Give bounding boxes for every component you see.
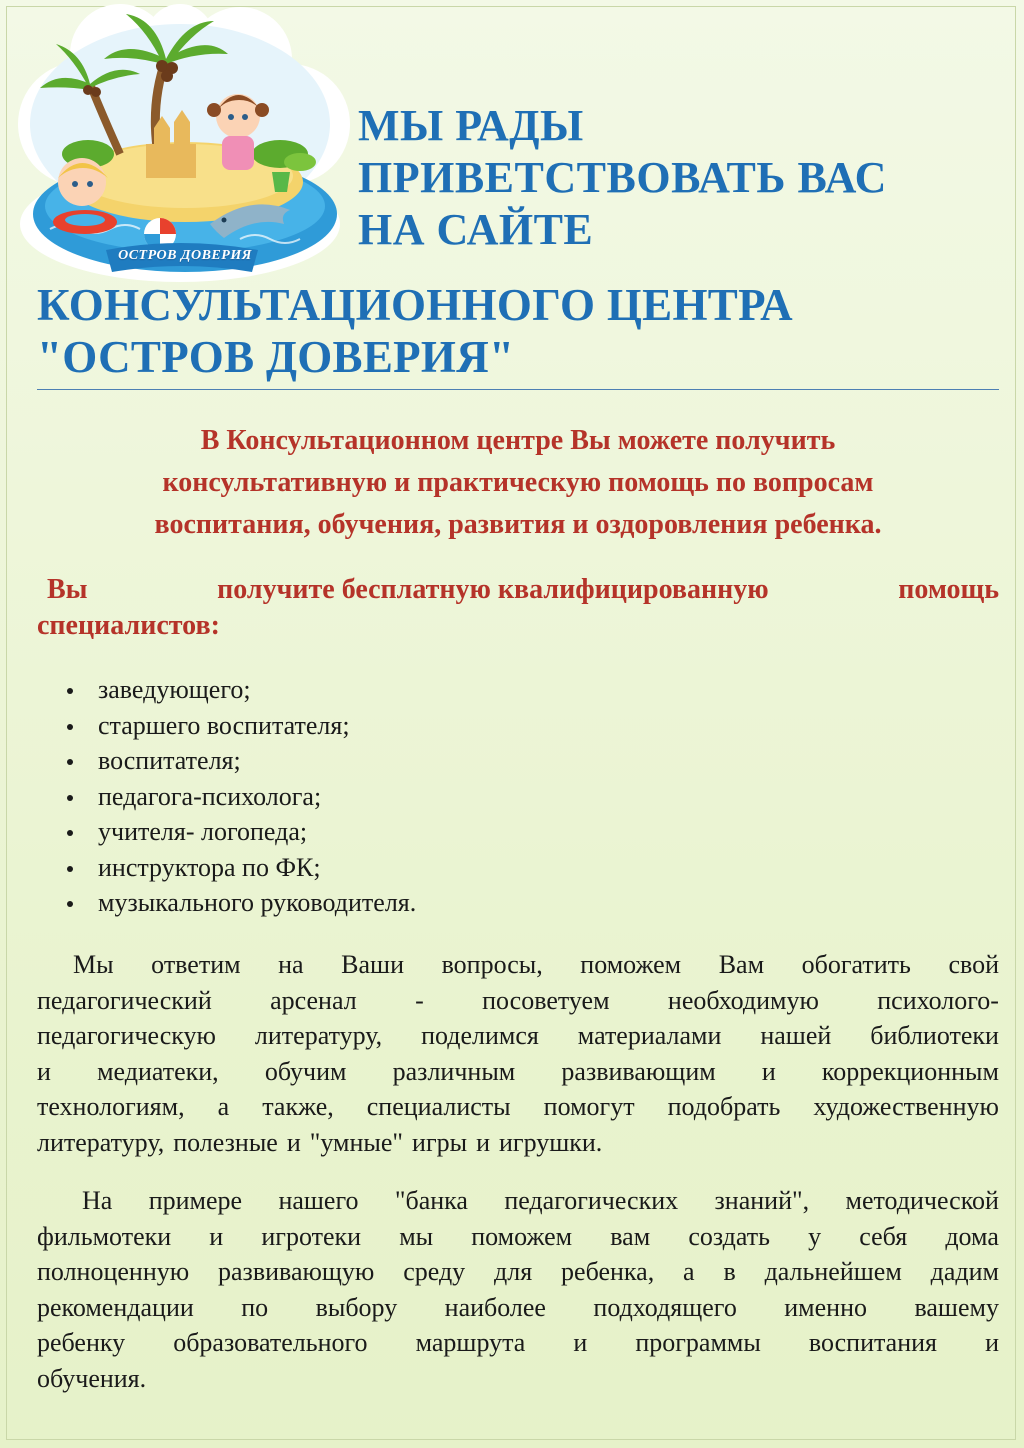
word: вам xyxy=(610,1221,651,1251)
specialists-heading-line xyxy=(37,572,999,608)
word: полезные xyxy=(173,1127,278,1157)
word: арсенал xyxy=(270,985,357,1015)
paragraph-help xyxy=(37,947,999,1160)
word: педагогическую xyxy=(37,1021,216,1050)
word: полноценную xyxy=(37,1257,190,1286)
word: дадим xyxy=(930,1257,999,1286)
word: литературу, xyxy=(254,1021,383,1050)
word: обогатить xyxy=(801,950,911,979)
list-item: педагога-психолога; xyxy=(60,779,416,815)
list-item: музыкального руководителя. xyxy=(60,885,416,921)
specialists-heading xyxy=(37,572,999,644)
word: создать xyxy=(688,1221,770,1251)
title-divider xyxy=(37,389,999,390)
word: психолого- xyxy=(877,985,999,1015)
logo xyxy=(10,4,350,282)
center-title-line: КОНСУЛЬТАЦИОННОГО ЦЕНТРА xyxy=(37,280,793,330)
word: и xyxy=(985,1328,999,1357)
paragraph-line xyxy=(37,1183,999,1219)
word: Вам xyxy=(718,950,765,979)
paragraph-line xyxy=(37,947,999,983)
specialists-word: получите бесплатную квалифицированную xyxy=(217,574,769,605)
word: по xyxy=(241,1292,269,1322)
word: дома xyxy=(945,1221,999,1251)
list-item: старшего воспитателя; xyxy=(60,708,416,744)
paragraph-line xyxy=(37,1054,999,1090)
word: коррекционным xyxy=(821,1056,999,1086)
word: материалами xyxy=(577,1021,722,1050)
word: среду xyxy=(403,1257,466,1286)
word: - xyxy=(415,985,424,1015)
word: различным xyxy=(392,1056,516,1086)
word: развивающим xyxy=(561,1056,716,1086)
word: примере xyxy=(148,1186,243,1215)
word: для xyxy=(494,1257,533,1286)
word: Ваши xyxy=(341,950,404,979)
word: "умные" xyxy=(309,1127,404,1157)
word: методической xyxy=(845,1186,999,1215)
word: знаний", xyxy=(714,1186,810,1215)
paragraph-line xyxy=(37,1018,999,1054)
word: вашему xyxy=(914,1292,999,1322)
word: поможем xyxy=(471,1221,573,1251)
word: Мы xyxy=(73,950,114,979)
word: дальнейшем xyxy=(764,1257,902,1286)
word: игрушки. xyxy=(499,1127,603,1157)
word: обучения. xyxy=(37,1363,147,1393)
word: библиотеки xyxy=(870,1021,999,1050)
word: На xyxy=(82,1186,113,1215)
word: помогут xyxy=(543,1092,635,1121)
word: фильмотеки xyxy=(37,1221,172,1251)
word: ребенка, xyxy=(561,1257,655,1286)
word: маршрута xyxy=(415,1328,526,1357)
intro-text xyxy=(37,420,999,546)
welcome-title-line: ПРИВЕТСТВОВАТЬ ВАС xyxy=(358,153,887,202)
word: также, xyxy=(262,1092,334,1121)
logo-caption: ОСТРОВ ДОВЕРИЯ xyxy=(118,248,252,263)
specialists-word: Вы xyxy=(47,574,88,605)
word: именно xyxy=(784,1292,868,1322)
word: воспитания xyxy=(808,1328,938,1357)
word: ребенку xyxy=(37,1328,126,1357)
paragraph-line xyxy=(37,1325,999,1361)
paragraph-line xyxy=(37,1361,999,1397)
word: и xyxy=(573,1328,588,1357)
specialists-word: помощь xyxy=(898,574,999,605)
word: а xyxy=(683,1257,695,1286)
word: медиатеки, xyxy=(97,1056,219,1086)
word: выбору xyxy=(315,1292,398,1322)
word: нашей xyxy=(760,1021,832,1050)
paragraph-line xyxy=(37,1290,999,1326)
word: ответим xyxy=(151,950,241,979)
welcome-title-line: НА САЙТЕ xyxy=(358,205,594,254)
word: необходимую xyxy=(667,985,819,1015)
welcome-title xyxy=(358,100,1008,256)
word: поделимся xyxy=(421,1021,539,1050)
word: у xyxy=(808,1221,822,1251)
word: себя xyxy=(859,1221,908,1251)
word: а xyxy=(217,1092,230,1121)
word: образовательного xyxy=(173,1328,368,1357)
word: игротеки xyxy=(261,1221,362,1251)
word: и xyxy=(37,1056,51,1086)
list-item: заведующего; xyxy=(60,672,416,708)
paragraph-line xyxy=(37,983,999,1019)
word: наиболее xyxy=(444,1292,546,1322)
word: мы xyxy=(399,1221,434,1251)
word: нашего xyxy=(278,1186,359,1215)
word: вопросы, xyxy=(441,950,543,979)
word: и xyxy=(209,1221,224,1251)
word: в xyxy=(723,1257,736,1286)
word: педагогический xyxy=(37,985,212,1015)
word: технологиям, xyxy=(37,1092,185,1121)
word: игры xyxy=(412,1127,468,1157)
paragraph-bank xyxy=(37,1183,999,1396)
word: подобрать xyxy=(667,1092,781,1121)
center-title xyxy=(37,279,1007,383)
specialists-list xyxy=(60,672,416,921)
word: литературу, xyxy=(37,1127,165,1157)
list-item: учителя- логопеда; xyxy=(60,814,416,850)
word: поможем xyxy=(580,950,682,979)
word: развивающую xyxy=(218,1257,375,1286)
word: посоветуем xyxy=(482,985,610,1015)
list-item: инструктора по ФК; xyxy=(60,850,416,886)
intro-line: консультативную и практическую помощь по вопросам xyxy=(162,467,874,498)
intro-line: В Консультационном центре Вы можете получить xyxy=(200,425,836,456)
center-title-line: "ОСТРОВ ДОВЕРИЯ" xyxy=(37,332,515,382)
word: специалисты xyxy=(366,1092,511,1121)
word: рекомендации xyxy=(37,1292,194,1322)
word: обучим xyxy=(264,1056,347,1086)
word: свой xyxy=(948,950,999,979)
paragraph-line xyxy=(37,1254,999,1290)
paragraph-line xyxy=(37,1219,999,1255)
island-illustration xyxy=(10,4,350,282)
word: художественную xyxy=(813,1092,999,1121)
word: подходящего xyxy=(593,1292,737,1322)
word: "банка xyxy=(394,1186,468,1215)
word: и xyxy=(286,1127,301,1157)
word: педагогических xyxy=(504,1186,679,1215)
word: и xyxy=(761,1056,776,1086)
word: и xyxy=(476,1127,490,1157)
paragraph-line xyxy=(37,1125,999,1161)
welcome-title-line: МЫ РАДЫ xyxy=(358,101,584,150)
intro-line: воспитания, обучения, развития и оздоровления ребенка. xyxy=(154,509,882,540)
word: на xyxy=(278,950,304,979)
specialists-heading-line: специалистов: xyxy=(37,610,220,641)
list-item: воспитателя; xyxy=(60,743,416,779)
word: программы xyxy=(635,1328,761,1357)
paragraph-line xyxy=(37,1089,999,1125)
